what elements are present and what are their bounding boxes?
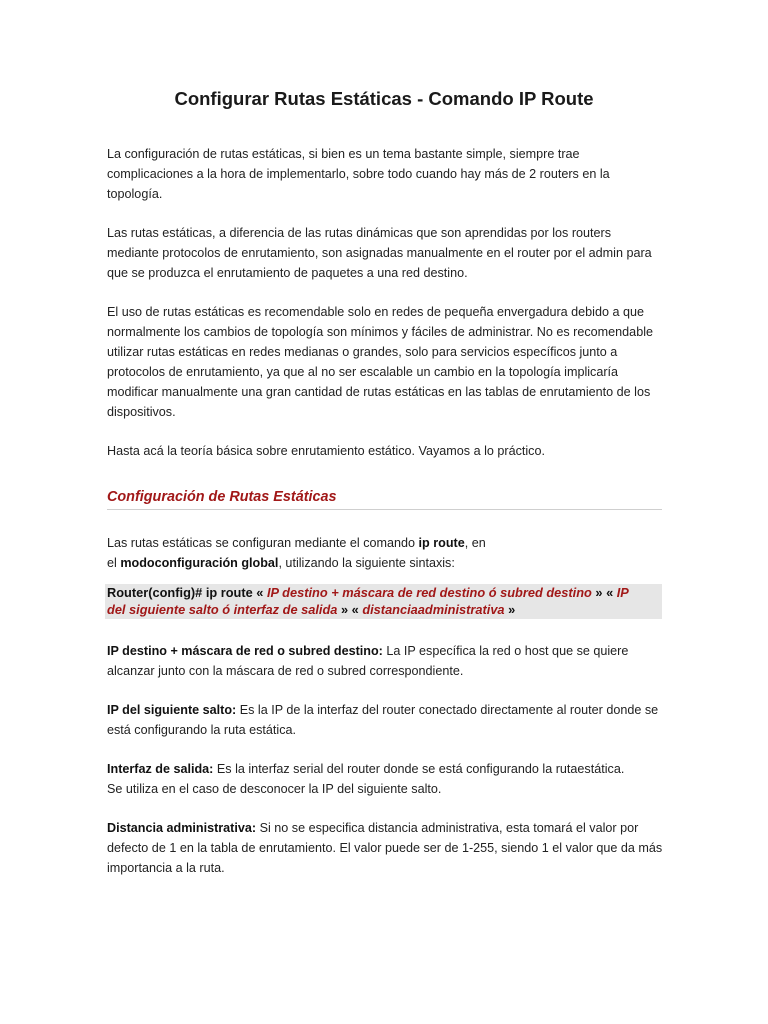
text-line: importancia a la ruta. bbox=[107, 861, 225, 875]
text-line: alcanzar junto con la máscara de red o subred correspondiente. bbox=[107, 664, 464, 678]
text-line: Se utiliza en el caso de desconocer la IP del siguiente salto. bbox=[107, 782, 442, 796]
section-heading: Configuración de Rutas Estáticas bbox=[107, 488, 662, 510]
command-separator: » « bbox=[337, 602, 363, 617]
definition-term: Interfaz de salida: bbox=[107, 762, 214, 776]
definition-destination bbox=[107, 641, 667, 681]
definition-term: IP del siguiente salto: bbox=[107, 703, 237, 717]
text-line bbox=[107, 553, 667, 573]
definition-text: La IP específica la red o host que se quiere bbox=[382, 644, 629, 658]
command-prefix: Router(config)# ip route « bbox=[107, 585, 267, 600]
definition-text: Es la interfaz serial del router donde se está configurando la rutaestática. bbox=[213, 762, 625, 776]
text-line: utilizar rutas estáticas en redes medianas o grandes, solo para servicios específicos junto a bbox=[107, 345, 618, 359]
intro-paragraph-1 bbox=[107, 144, 667, 204]
command-line bbox=[107, 601, 662, 618]
text-line: dispositivos. bbox=[107, 405, 176, 419]
command-line bbox=[107, 584, 662, 601]
page-title: Configurar Rutas Estáticas - Comando IP Route bbox=[174, 88, 594, 109]
definition-exit-interface bbox=[107, 759, 667, 799]
config-intro-text: Las rutas estáticas se configuran mediante el comando bbox=[107, 536, 419, 550]
text-line bbox=[107, 641, 667, 661]
text-line: que se produzca el enrutamiento de paquetes a una red destino. bbox=[107, 266, 468, 280]
text-line: normalmente los cambios de topología son mínimos y fáciles de administrar. No es recomendable bbox=[107, 325, 653, 339]
text-line: Hasta acá la teoría básica sobre enrutamiento estático. Vayamos a lo práctico. bbox=[107, 444, 545, 458]
text-line: complicaciones a la hora de implementarlo, sobre todo cuando hay más de 2 routers en la bbox=[107, 167, 610, 181]
text-line: mediante protocolos de enrutamiento, son asignadas manualmente en el router por el admin para bbox=[107, 246, 652, 260]
definition-text: Si no se especifica distancia administrativa, esta tomará el valor por bbox=[256, 821, 639, 835]
intro-paragraph-3 bbox=[107, 302, 667, 422]
text-line: protocolos de enrutamiento, ya que al no ser escalable un cambio en la topología implicaría bbox=[107, 365, 619, 379]
text-line bbox=[107, 818, 667, 838]
config-intro-paragraph bbox=[107, 533, 667, 573]
text-line: defecto de 1 en la tabla de enrutamiento. El valor puede ser de 1-255, siendo 1 el valor que da más bbox=[107, 841, 663, 855]
definition-next-hop bbox=[107, 700, 667, 740]
text-line: está configurando la ruta estática. bbox=[107, 723, 297, 737]
text-line: La configuración de rutas estáticas, si bien es un tema bastante simple, siempre trae bbox=[107, 147, 580, 161]
intro-paragraph-2 bbox=[107, 223, 667, 283]
command-keyword: ip route bbox=[418, 536, 465, 550]
config-intro-text: , en bbox=[464, 536, 486, 550]
text-line bbox=[107, 533, 667, 553]
definition-term: IP destino + máscara de red o subred destino: bbox=[107, 644, 383, 658]
definition-term: Distancia administrativa: bbox=[107, 821, 257, 835]
config-intro-text: , utilizando la siguiente sintaxis: bbox=[278, 556, 455, 570]
definition-text: Es la IP de la interfaz del router conectado directamente al router donde se bbox=[236, 703, 659, 717]
text-line: Las rutas estáticas, a diferencia de las rutas dinámicas que son aprendidas por los routers bbox=[107, 226, 612, 240]
text-line: modificar manualmente una gran cantidad de rutas estáticas en las tablas de enrutamiento de los bbox=[107, 385, 651, 399]
text-line: El uso de rutas estáticas es recomendable solo en redes de pequeña envergadura debido a que bbox=[107, 305, 645, 319]
command-separator: » « bbox=[591, 585, 617, 600]
intro-paragraph-4 bbox=[107, 441, 667, 461]
command-arg-nexthop: del siguiente salto ó interfaz de salida bbox=[107, 602, 338, 617]
config-intro-text: el bbox=[107, 556, 121, 570]
command-syntax-box bbox=[105, 584, 662, 619]
text-line bbox=[107, 759, 667, 779]
definition-admin-distance bbox=[107, 818, 667, 878]
text-line bbox=[107, 700, 667, 720]
mode-keyword: modoconfiguración global bbox=[120, 556, 279, 570]
command-arg-nexthop: IP bbox=[616, 585, 629, 600]
command-arg-destination: IP destino + máscara de red destino ó subred destino bbox=[266, 585, 592, 600]
text-line: topología. bbox=[107, 187, 163, 201]
command-arg-distance: distanciaadministrativa bbox=[362, 602, 505, 617]
command-suffix: » bbox=[504, 602, 516, 617]
